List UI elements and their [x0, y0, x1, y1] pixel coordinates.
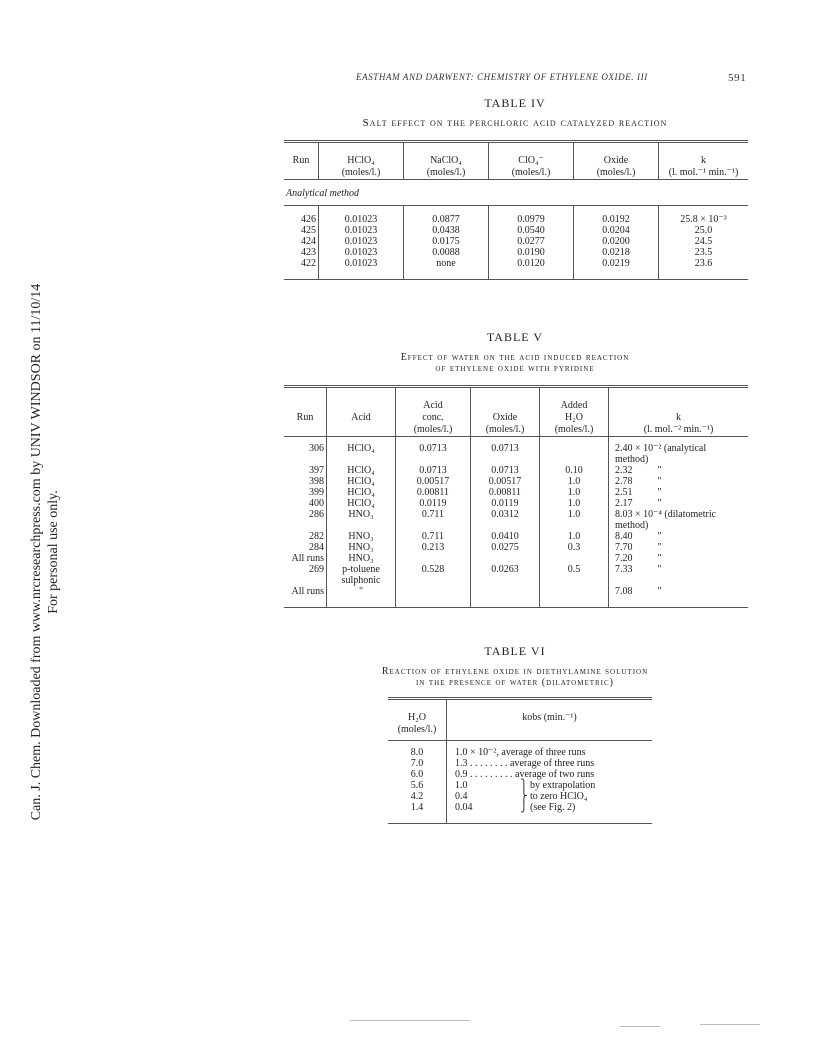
table5-header-acid: Acid: [327, 387, 396, 437]
table5-cell: 8.03 × 10⁻⁴ (dilatometric method): [609, 509, 749, 531]
table5-cell: HNO₃: [327, 542, 396, 553]
table-row: [284, 531, 748, 542]
table4-cell: 0.0979: [489, 206, 574, 226]
table4-cell: 0.0438: [404, 225, 489, 236]
table5-cell: [540, 553, 609, 564]
table4-section-label: Analytical method: [286, 188, 360, 199]
table5-cell: 0.711: [396, 509, 471, 531]
table5-cell: 1.0: [540, 487, 609, 498]
table4-cell: 0.01023: [319, 206, 404, 226]
table4-cell: 24.5: [659, 236, 749, 247]
table-row: [388, 758, 652, 769]
table4-cell: 0.0219: [574, 258, 659, 280]
table4-title: TABLE IV: [484, 96, 546, 110]
table5-cell: 0.0119: [396, 498, 471, 509]
table5-cell: 0.00517: [471, 476, 540, 487]
table5-caption-line2: of ethylene oxide with pyridine: [435, 363, 595, 374]
table6-header-kobs: kobs (min.⁻¹): [447, 699, 653, 741]
table4-header-clo4: ClO₄⁻ (moles/l.): [489, 142, 574, 180]
table4-cell: 423: [301, 247, 316, 258]
table5-cell: All runs: [291, 553, 324, 564]
table6-cell: 4.2: [410, 791, 424, 802]
table6-title: TABLE VI: [484, 644, 546, 658]
table5-cell: 0.0275: [471, 542, 540, 553]
table5-cell: ": [327, 586, 396, 608]
table4-header-oxide: Oxide (moles/l.): [574, 142, 659, 180]
table4-cell: 422: [301, 258, 316, 269]
running-title: EASTHAM AND DARWENT: CHEMISTRY OF ETHYLENE OXIDE. III: [356, 72, 648, 82]
table6-cell: 6.0: [410, 769, 424, 780]
table5-cell: [540, 586, 609, 608]
table5-cell: HClO₄: [327, 437, 396, 466]
table6-cell: 8.0: [410, 747, 424, 758]
table4-header-hclo4: HClO₄ (moles/l.): [319, 142, 404, 180]
table5-cell: 1.0: [540, 531, 609, 542]
table5-cell: 1.0: [540, 498, 609, 509]
table5: [284, 385, 748, 608]
table4-header-k: k (l. mol.⁻¹ min.⁻¹): [659, 142, 749, 180]
table5-cell: 2.17 ": [609, 498, 749, 509]
table5-cell: All runs: [291, 586, 324, 597]
table5-cell: 399: [309, 487, 324, 498]
table-row: [284, 498, 748, 509]
table6-cell: 0.4 ⎬ to zero HClO₄: [447, 791, 653, 802]
table5-cell: [396, 553, 471, 564]
table5-cell: 0.00811: [471, 487, 540, 498]
table5-cell: 7.20 ": [609, 553, 749, 564]
table6-caption-line1: Reaction of ethylene oxide in diethylamine solution: [381, 666, 649, 677]
table4-cell: 0.0175: [404, 236, 489, 247]
table4-cell: 0.0204: [574, 225, 659, 236]
table6-cell: 1.0 × 10⁻², average of three runs: [447, 741, 653, 759]
table5-caption-line1: Effect of water on the acid induced reaction: [400, 352, 630, 363]
table4-cell: 25.8 × 10⁻³: [659, 206, 749, 226]
table5-cell: 400: [309, 498, 324, 509]
table5-header-acid-conc: Acid conc. (moles/l.): [396, 387, 471, 437]
download-notice-line2: For personal use only.: [46, 490, 61, 614]
table4-cell: 0.0120: [489, 258, 574, 280]
scan-artifact: [620, 1026, 660, 1027]
table5-cell: 7.33 ": [609, 564, 749, 586]
table6-caption: [300, 666, 730, 688]
table-row: [284, 487, 748, 498]
table5-cell: HNO₃: [327, 553, 396, 564]
table5-cell: 0.0263: [471, 564, 540, 586]
table5-cell: 0.3: [540, 542, 609, 553]
table5-cell: HClO₄: [327, 465, 396, 476]
table5-cell: 0.213: [396, 542, 471, 553]
table5-cell: 0.711: [396, 531, 471, 542]
table5-cell: HClO₄: [327, 476, 396, 487]
table-row: [388, 769, 652, 780]
table5-cell: 282: [309, 531, 324, 542]
table5-cell: 0.00811: [396, 487, 471, 498]
table5-cell: 7.08 ": [609, 586, 749, 608]
table5-cell: 7.70 ": [609, 542, 749, 553]
table4-cell: 23.5: [659, 247, 749, 258]
table5-cell: 0.0713: [471, 465, 540, 476]
table4-cell: 0.01023: [319, 247, 404, 258]
table6-cell: 1.4: [410, 802, 424, 813]
table-row: [388, 780, 652, 791]
table4-cell: 25.0: [659, 225, 749, 236]
table5-cell: 306: [309, 443, 324, 454]
table5-cell: [471, 553, 540, 564]
table4-cell: 0.0190: [489, 247, 574, 258]
table-row: [388, 802, 652, 824]
table5-cell: 2.51 ": [609, 487, 749, 498]
table4-cell: 0.0277: [489, 236, 574, 247]
table4-header-naclo4: NaClO₄ (moles/l.): [404, 142, 489, 180]
table5-cell: 1.0: [540, 476, 609, 487]
table5-cell: 0.528: [396, 564, 471, 586]
table4-cell: 0.01023: [319, 225, 404, 236]
table5-header-oxide: Oxide (moles/l.): [471, 387, 540, 437]
table5-cell: 1.0: [540, 509, 609, 531]
table5-title: TABLE V: [486, 330, 544, 344]
table6-cell: 7.0: [410, 758, 424, 769]
table-row: [284, 437, 748, 466]
table6-cell: 0.04 ⎭ (see Fig. 2): [447, 802, 653, 824]
table4-cell: 0.01023: [319, 236, 404, 247]
table4-cell: 23.6: [659, 258, 749, 280]
table-row: [284, 564, 748, 586]
table4-cell: 424: [301, 236, 316, 247]
table-row: [388, 791, 652, 802]
scan-artifact: [700, 1024, 760, 1025]
page-number: 591: [728, 72, 747, 84]
table-row: [284, 586, 748, 608]
scan-artifact: [350, 1020, 470, 1021]
download-notice-line1: Can. J. Chem. Downloaded from www.nrcresearchpress.com by UNIV WINDSOR on 11/10/14: [29, 283, 44, 821]
table5-cell: 0.5: [540, 564, 609, 586]
table6-cell: 0.9 . . . . . . . . . average of two runs: [447, 769, 653, 780]
table5-cell: 0.0312: [471, 509, 540, 531]
table5-cell: HClO₄: [327, 487, 396, 498]
table5-cell: 0.0713: [471, 437, 540, 466]
table6-cell: 1.3 . . . . . . . . average of three runs: [447, 758, 653, 769]
download-notice: [28, 272, 72, 832]
table5-caption: [280, 352, 750, 374]
table5-cell: 8.40 ": [609, 531, 749, 542]
table-row: [284, 542, 748, 553]
table4-cell: 0.0218: [574, 247, 659, 258]
table5-cell: [540, 437, 609, 466]
table5-cell: 269: [309, 564, 324, 575]
table-row: [284, 225, 748, 236]
table5-cell: 2.32 ": [609, 465, 749, 476]
table5-cell: HClO₄: [327, 498, 396, 509]
table4-cell: 426: [301, 214, 316, 225]
table5-cell: 398: [309, 476, 324, 487]
table4-cell: 0.0200: [574, 236, 659, 247]
table5-cell: 397: [309, 465, 324, 476]
table5-cell: 2.78 ": [609, 476, 749, 487]
table5-header-run: Run: [296, 412, 314, 423]
table5-cell: 284: [309, 542, 324, 553]
table4-cell: 425: [301, 225, 316, 236]
table5-cell: 0.10: [540, 465, 609, 476]
table-row: [284, 476, 748, 487]
table4-cell: none: [404, 258, 489, 280]
table4-caption: Salt effect on the perchloric acid catalyzed reaction: [362, 117, 668, 129]
table-row: [284, 236, 748, 247]
table6: [388, 697, 652, 824]
table6-cell: 5.6: [410, 780, 424, 791]
table4-cell: 0.0192: [574, 206, 659, 226]
table-row: [284, 509, 748, 531]
table-row: [284, 553, 748, 564]
table6-header-water: H₂O (moles/l.): [397, 712, 437, 735]
table4-header-run: Run: [292, 155, 310, 166]
table5-cell: 0.0410: [471, 531, 540, 542]
table-row: [284, 465, 748, 476]
table5-cell: [396, 586, 471, 608]
table4-cell: 0.01023: [319, 258, 404, 280]
table4-cell: 0.0540: [489, 225, 574, 236]
table4-cell: 0.0088: [404, 247, 489, 258]
table5-cell: 0.0713: [396, 465, 471, 476]
table5-cell: 0.0713: [396, 437, 471, 466]
table4: [284, 140, 748, 280]
table6-cell: 1.0 ⎫ by extrapolation: [447, 780, 653, 791]
table5-cell: 286: [309, 509, 324, 520]
table5-cell: 2.40 × 10⁻² (analytical method): [609, 437, 749, 466]
table5-cell: 0.00517: [396, 476, 471, 487]
table-row: [284, 247, 748, 258]
table5-header-k: k (l. mol.⁻² min.⁻¹): [609, 387, 749, 437]
table-row: [388, 741, 652, 759]
table6-caption-line2: in the presence of water (dilatometric): [415, 677, 615, 688]
table5-header-water: Added H₂O (moles/l.): [540, 387, 609, 437]
table5-cell: 0.0119: [471, 498, 540, 509]
table4-cell: 0.0877: [404, 206, 489, 226]
table5-cell: [471, 586, 540, 608]
table-row: [284, 206, 748, 226]
table5-cell: p-toluene sulphonic: [327, 564, 396, 586]
table5-cell: HNO₃: [327, 509, 396, 531]
table5-cell: HNO₃: [327, 531, 396, 542]
table-row: [284, 258, 748, 280]
